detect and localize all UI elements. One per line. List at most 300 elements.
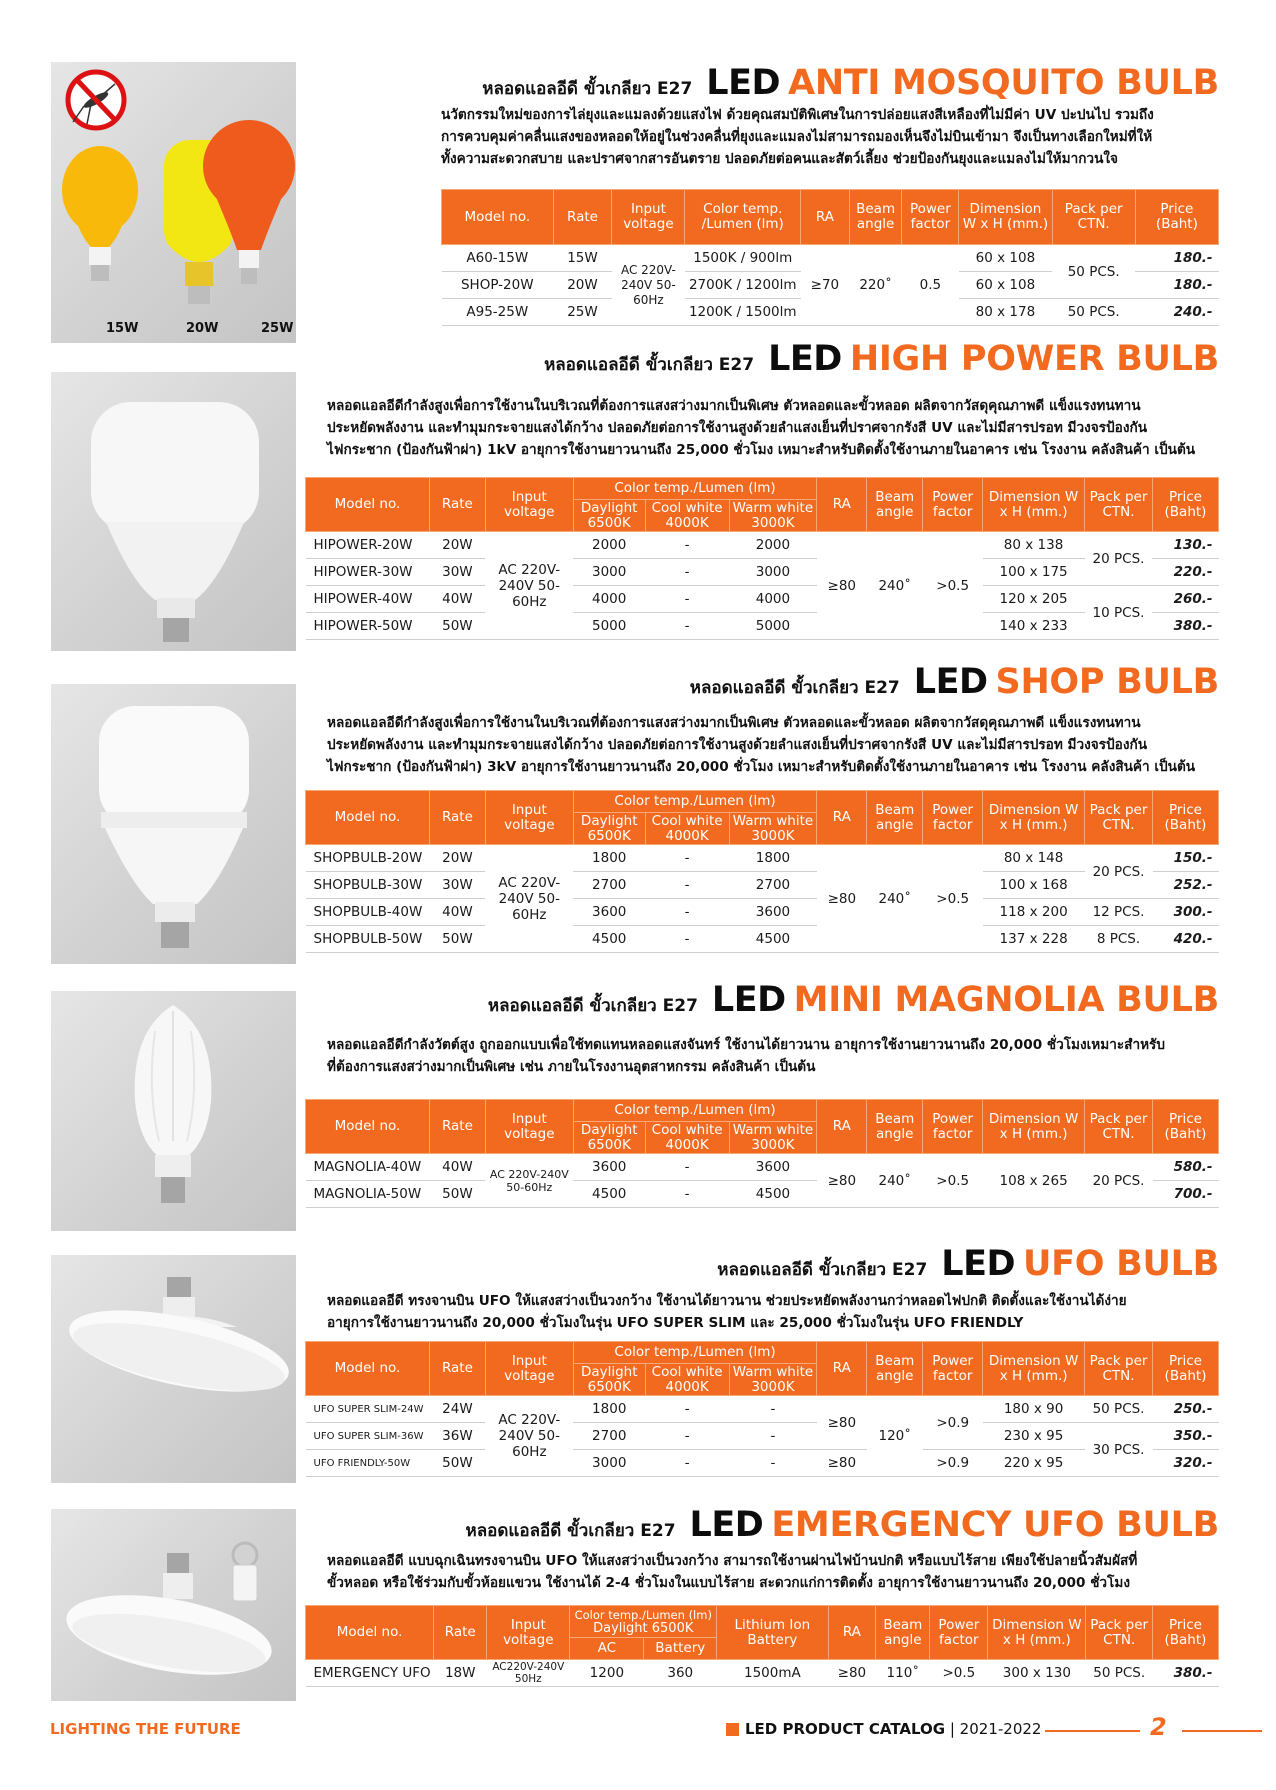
cell-cool: -: [645, 1396, 729, 1423]
cell-price: 130.-: [1152, 532, 1218, 559]
cell-daylight: 3600: [573, 1154, 645, 1181]
cell-rate: 25W: [553, 299, 612, 326]
header-ra: RA: [817, 478, 867, 532]
header-cool: Cool white 4000K: [645, 1122, 729, 1154]
title-led: LED: [706, 63, 781, 103]
cell-pack: 50 PCS.: [1086, 1660, 1152, 1687]
cell-model: MAGNOLIA-50W: [306, 1181, 430, 1208]
header-pf: Power factor: [923, 478, 983, 532]
title-product: ANTI MOSQUITO BULB: [788, 63, 1219, 103]
cell-ra: ≥80: [817, 532, 867, 640]
emergency-ufo-photo: [51, 1509, 296, 1701]
header-daylight: Daylight 6500K: [573, 500, 645, 532]
table-row: [306, 532, 1219, 559]
cell-warm: 4500: [729, 1181, 817, 1208]
cell-pack: 8 PCS.: [1085, 926, 1153, 953]
page-number: 2: [1150, 1713, 1167, 1741]
magnolia-title: [488, 980, 1219, 1020]
title-led: LED: [711, 980, 786, 1020]
cell-daylight: 2700: [573, 872, 645, 899]
header-price: Price (Baht): [1152, 1606, 1218, 1660]
cell-dim: 100 x 168: [983, 872, 1085, 899]
cell-dim: 220 x 95: [983, 1450, 1085, 1477]
desc-line: หลอดแอลอีดีกำลังวัตต์สูง ถูกออกแบบเพื่อใช้ทดแทนหลอดแสงจันทร์ ใช้งานได้ยาวนาน อายุการใช้งานยาวนานถึง 20,000 ชั่วโมงเหมาะสำหรับ: [327, 1037, 1165, 1053]
high-power-title: [544, 339, 1219, 379]
cell-model: HIPOWER-30W: [306, 559, 430, 586]
cell-beam: 120˚: [867, 1396, 923, 1477]
section-emergency-ufo: [0, 1495, 1276, 1705]
cell-cool: -: [645, 613, 729, 640]
table-row: [442, 245, 1219, 272]
header-pf: Power factor: [930, 1606, 988, 1660]
cell-price: 380.-: [1152, 1660, 1218, 1687]
shop-bulb-spec-table: [305, 790, 1219, 953]
desc-line: หลอดแอลอีดีกำลังสูงเพื่อการใช้งานในบริเวณที่ต้องการแสงสว่างมากเป็นพิเศษ ตัวหลอดและขั้วหลอด ผลิตจากวัสดุคุณภาพดี แข็งแรงทนทาน: [327, 715, 1141, 731]
cell-cool: -: [645, 899, 729, 926]
cell-dim: 80 x 178: [959, 299, 1052, 326]
cell-cool: -: [645, 532, 729, 559]
cell-color: 1500K / 900lm: [685, 245, 801, 272]
cell-rate: 50W: [429, 613, 485, 640]
cell-price: 320.-: [1153, 1450, 1219, 1477]
header-battery: Battery: [644, 1638, 717, 1660]
cell-dim: 60 x 108: [959, 245, 1052, 272]
title-product: HIGH POWER BULB: [849, 339, 1219, 379]
desc-line: ประหยัดพลังงาน และทำมุมกระจายแสงได้กว้าง ปลอดภัยต่อการใช้งานสูงด้วยลำแสงเย็นที่ปราศจากรังสี UV และไม่มีสารปรอท มีวงจรป้องกัน: [327, 420, 1147, 436]
cell-beam: 110˚: [876, 1660, 930, 1687]
cell-model: A60-15W: [442, 245, 554, 272]
emergency-ufo-title: [466, 1505, 1219, 1545]
desc-line: อายุการใช้งานยาวนานถึง 20,000 ชั่วโมงในรุ่น UFO SUPER SLIM และ 25,000 ชั่วโมงในรุ่น UFO FRIENDLY: [327, 1315, 1024, 1331]
cell-daylight: 4500: [573, 926, 645, 953]
cell-price: 252.-: [1153, 872, 1219, 899]
cell-warm: 3600: [729, 1154, 817, 1181]
high-power-photo: [51, 372, 296, 651]
header-dim: Dimension W x H (mm.): [988, 1606, 1086, 1660]
cell-pack: 20 PCS.: [1085, 845, 1153, 899]
emergency-ufo-spec-table: [305, 1605, 1219, 1687]
cell-pack: 10 PCS.: [1085, 586, 1153, 640]
header-pf: Power factor: [923, 791, 983, 845]
desc-line: หลอดแอลอีดี ทรงจานบิน UFO ให้แสงสว่างเป็นวงกว้าง ใช้งานได้ยาวนาน ช่วยประหยัดพลังงานกว่าหลอดไฟปกติ ติดตั้งและใช้งานได้ง่าย: [327, 1293, 1127, 1309]
cell-price: 420.-: [1153, 926, 1219, 953]
cell-model: UFO SUPER SLIM-36W: [306, 1423, 430, 1450]
cell-model: EMERGENCY UFO: [306, 1660, 434, 1687]
section-anti-mosquito: [0, 0, 1276, 345]
header-rate: Rate: [429, 1342, 485, 1396]
cell-rate: 40W: [429, 899, 485, 926]
title-thai: หลอดแอลอีดี ขั้วเกลียว E27: [482, 79, 693, 99]
header-color-group: Color temp./Lumen (lm): [573, 791, 817, 813]
cell-cool: -: [645, 845, 729, 872]
cell-model: UFO SUPER SLIM-24W: [306, 1396, 430, 1423]
title-led: LED: [941, 1244, 1016, 1284]
header-daylight: Daylight 6500K: [593, 1620, 694, 1636]
cell-pf: >0.5: [923, 845, 983, 953]
header-daylight: Daylight 6500K: [573, 1122, 645, 1154]
header-ac: AC: [570, 1638, 644, 1660]
cell-dim: 230 x 95: [983, 1423, 1085, 1450]
cell-rate: 50W: [429, 1181, 485, 1208]
cell-voltage: AC 220V-240V 50-60Hz: [485, 532, 573, 640]
cell-ra: ≥80: [817, 1450, 867, 1477]
header-dim: Dimension W x H (mm.): [983, 478, 1085, 532]
header-cool: Cool white 4000K: [645, 1364, 729, 1396]
header-lithium: Lithium Ion Battery: [717, 1606, 828, 1660]
header-ra: RA: [817, 791, 867, 845]
cell-ac: 1200: [570, 1660, 644, 1687]
ufo-photo: [51, 1255, 296, 1483]
cell-price: 240.-: [1135, 299, 1218, 326]
cell-model: SHOPBULB-40W: [306, 899, 430, 926]
cell-warm: 4000: [729, 586, 817, 613]
cell-ra: ≥80: [828, 1660, 876, 1687]
desc-line: ไฟกระชาก (ป้องกันฟ้าผ่า) 3kV อายุการใช้งานยาวนานถึง 20,000 ชั่วโมง เหมาะสำหรับติดตั้งใช้งานภายในอาคาร เช่น โรงงาน คลังสินค้า เป็นต้น: [327, 759, 1196, 775]
header-price: Price (Baht): [1153, 1342, 1219, 1396]
magnolia-spec-table: [305, 1099, 1219, 1208]
header-rate: Rate: [429, 1100, 485, 1154]
header-input: Input voltage: [485, 791, 573, 845]
cell-price: 250.-: [1153, 1396, 1219, 1423]
cell-warm: 2700: [729, 872, 817, 899]
cell-voltage: AC 220V-240V 50-60Hz: [485, 845, 573, 953]
footer-catalog: [745, 1720, 1041, 1738]
header-beam: Beam angle: [849, 190, 902, 245]
header-model: Model no.: [306, 791, 430, 845]
header-pack: Pack per CTN.: [1085, 478, 1153, 532]
cell-dim: 120 x 205: [983, 586, 1085, 613]
title-product: SHOP BULB: [995, 662, 1219, 702]
cell-price: 300.-: [1153, 899, 1219, 926]
shop-bulb-photo: [51, 684, 296, 964]
cell-cool: -: [645, 559, 729, 586]
cell-price: 700.-: [1153, 1181, 1219, 1208]
header-dim: Dimension W x H (mm.): [983, 1342, 1085, 1396]
cell-dim: 80 x 138: [983, 532, 1085, 559]
cell-price: 260.-: [1152, 586, 1218, 613]
header-rate: Rate: [429, 791, 485, 845]
header-rate: Rate: [553, 190, 612, 245]
bulb-label-25w: 25W: [261, 321, 294, 336]
cell-warm: -: [729, 1450, 817, 1477]
cell-daylight: 4000: [573, 586, 645, 613]
header-color-group: Color temp./Lumen (lm): [573, 1100, 817, 1122]
cell-rate: 50W: [429, 1450, 485, 1477]
anti-mosquito-spec-table: [441, 189, 1219, 326]
header-pack: Pack per CTN.: [1086, 1606, 1152, 1660]
desc-line: ประหยัดพลังงาน และทำมุมกระจายแสงได้กว้าง ปลอดภัยต่อการใช้งานสูงด้วยลำแสงเย็นที่ปราศจากรังสี UV และไม่มีสารปรอท มีวงจรป้องกัน: [327, 737, 1147, 753]
header-dim: Dimension W x H (mm.): [959, 190, 1052, 245]
footer-square-icon: [726, 1723, 739, 1736]
cell-model: HIPOWER-50W: [306, 613, 430, 640]
header-dim: Dimension W x H (mm.): [983, 1100, 1085, 1154]
cell-rate: 20W: [553, 272, 612, 299]
cell-voltage: AC 220V-240V 50-60Hz: [485, 1396, 573, 1477]
table-row: [306, 586, 1219, 613]
high-power-bulb-image: [51, 372, 296, 651]
cell-daylight: 3600: [573, 899, 645, 926]
header-warm: Warm white 3000K: [729, 500, 817, 532]
desc-line: การควบคุมค่าคลื่นแสงของหลอดให้อยู่ในช่วงคลื่นที่ยุงและแมลงไม่สามารถมองเห็นจึงไม่บินเข้ามา จึงเป็นทางเลือกใหม่ที่ให้: [441, 129, 1153, 145]
table-row: [306, 559, 1219, 586]
cell-daylight: 2700: [573, 1423, 645, 1450]
header-warm: Warm white 3000K: [729, 1122, 817, 1154]
cell-color: 1200K / 1500lm: [685, 299, 801, 326]
cell-pf: >0.5: [923, 532, 983, 640]
ufo-bulb-image: [51, 1255, 296, 1483]
cell-dim: 137 x 228: [983, 926, 1085, 953]
cell-pack: 50 PCS.: [1052, 245, 1135, 299]
header-pf: Power factor: [923, 1342, 983, 1396]
cell-rate: 40W: [429, 586, 485, 613]
cell-dim: 300 x 130: [988, 1660, 1086, 1687]
cell-daylight: 1800: [573, 845, 645, 872]
header-color-group: [570, 1606, 717, 1638]
cell-rate: 50W: [429, 926, 485, 953]
table-row: [306, 1154, 1219, 1181]
cell-dim: 180 x 90: [983, 1396, 1085, 1423]
cell-warm: 1800: [729, 845, 817, 872]
cell-rate: 36W: [429, 1423, 485, 1450]
header-price: Price (Baht): [1153, 1100, 1219, 1154]
cell-model: HIPOWER-20W: [306, 532, 430, 559]
title-product: UFO BULB: [1023, 1244, 1219, 1284]
ufo-title: [717, 1244, 1219, 1284]
bulb-label-20w: 20W: [186, 321, 219, 336]
cell-pack: 30 PCS.: [1085, 1423, 1153, 1477]
table-row: [306, 613, 1219, 640]
cell-price: 580.-: [1153, 1154, 1219, 1181]
cell-cool: -: [645, 872, 729, 899]
desc-line: ทั้งความสะดวกสบาย และปราศจากสารอันตราย ปลอดภัยต่อคนและสัตว์เลี้ยง ช่วยป้องกันยุงและแมลงไม่ให้มากวนใจ: [441, 151, 1118, 167]
cell-model: SHOPBULB-50W: [306, 926, 430, 953]
magnolia-description: [327, 1034, 1165, 1078]
cell-daylight: 5000: [573, 613, 645, 640]
cell-pf: 0.5: [902, 245, 959, 326]
desc-line: นวัตกรรมใหม่ของการไล่ยุงและแมลงด้วยแสงไฟ ด้วยคุณสมบัติพิเศษในการปล่อยแสงสีเหลืองที่ไม่มีค่า UV ปะปนไป รวมถึง: [441, 107, 1154, 123]
header-model: Model no.: [306, 478, 430, 532]
header-beam: Beam angle: [867, 791, 923, 845]
title-thai: หลอดแอลอีดี ขั้วเกลียว E27: [689, 678, 900, 698]
table-row: [306, 872, 1219, 899]
cell-dim: 108 x 265: [983, 1154, 1085, 1208]
cell-model: SHOP-20W: [442, 272, 554, 299]
cell-cool: -: [645, 586, 729, 613]
desc-line: ไฟกระชาก (ป้องกันฟ้าผ่า) 1kV อายุการใช้งานยาวนานถึง 25,000 ชั่วโมง เหมาะสำหรับติดตั้งใช้งานภายในอาคาร เช่น โรงงาน คลังสินค้า เป็นต้น: [327, 442, 1196, 458]
cell-voltage: AC 220V-240V 50-60Hz: [612, 245, 685, 326]
table-row: [306, 1423, 1219, 1450]
cell-warm: -: [729, 1423, 817, 1450]
cell-model: HIPOWER-40W: [306, 586, 430, 613]
cell-pack: 20 PCS.: [1085, 1154, 1153, 1208]
header-price: Price (Baht): [1153, 791, 1219, 845]
cell-cool: -: [645, 1154, 729, 1181]
desc-line: ขั้วหลอด หรือใช้ร่วมกับขั้วห้อยแขวน ใช้งานได้ 2-4 ชั่วโมงในแบบไร้สาย สะดวกแก่การติดตั้ง อายุการใช้งานยาวนานถึง 20,000 ชั่วโมง: [327, 1575, 1130, 1591]
header-warm: Warm white 3000K: [729, 1364, 817, 1396]
cell-price: 350.-: [1153, 1423, 1219, 1450]
header-dim: Dimension W x H (mm.): [983, 791, 1085, 845]
header-daylight: Daylight 6500K: [573, 1364, 645, 1396]
cell-model: SHOPBULB-20W: [306, 845, 430, 872]
cell-rate: 20W: [429, 532, 485, 559]
cell-lithium: 1500mA: [717, 1660, 828, 1687]
high-power-spec-table: [305, 477, 1219, 640]
header-pf: Power factor: [902, 190, 959, 245]
desc-line: ที่ต้องการแสงสว่างมากเป็นพิเศษ เช่น ภายในโรงงานอุตสาหกรรม คลังสินค้า เป็นต้น: [327, 1059, 816, 1075]
cell-ra: ≥70: [801, 245, 850, 326]
header-color: Color temp. /Lumen (lm): [685, 190, 801, 245]
table-row: [306, 1396, 1219, 1423]
cell-price: 180.-: [1135, 245, 1218, 272]
no-mosquito-icon: [68, 72, 124, 128]
header-model: Model no.: [306, 1606, 434, 1660]
cell-dim: 60 x 108: [959, 272, 1052, 299]
header-ra: RA: [801, 190, 850, 245]
cell-cool: -: [645, 1450, 729, 1477]
cell-ra: ≥80: [817, 1396, 867, 1450]
header-input: Input voltage: [485, 1342, 573, 1396]
section-shop-bulb: [0, 660, 1276, 965]
cell-cool: -: [645, 1423, 729, 1450]
table-row: [306, 1660, 1219, 1687]
header-daylight: Daylight 6500K: [573, 813, 645, 845]
footer-rule-right: [1182, 1730, 1262, 1732]
header-pack: Pack per CTN.: [1085, 791, 1153, 845]
cell-dim: 118 x 200: [983, 899, 1085, 926]
cell-pf: >0.9: [923, 1396, 983, 1450]
title-product: EMERGENCY UFO BULB: [771, 1505, 1219, 1545]
anti-mosquito-bulbs-image: [51, 62, 296, 343]
anti-mosquito-photo: [51, 62, 296, 343]
cell-pack: 20 PCS.: [1085, 532, 1153, 586]
cell-model: UFO FRIENDLY-50W: [306, 1450, 430, 1477]
cell-price: 180.-: [1135, 272, 1218, 299]
cell-daylight: 1800: [573, 1396, 645, 1423]
cell-beam: 240˚: [867, 845, 923, 953]
cell-pf: >0.5: [923, 1154, 983, 1208]
magnolia-bulb-image: [51, 991, 296, 1231]
cell-daylight: 3000: [573, 559, 645, 586]
header-price: Price (Baht): [1152, 478, 1218, 532]
cell-pf: >0.9: [923, 1450, 983, 1477]
ufo-description: [327, 1290, 1127, 1334]
table-row: [306, 926, 1219, 953]
cell-dim: 80 x 148: [983, 845, 1085, 872]
cell-price: 380.-: [1152, 613, 1218, 640]
magnolia-photo: [51, 991, 296, 1231]
header-rate: Rate: [429, 478, 485, 532]
desc-line: หลอดแอลอีดี แบบฉุกเฉินทรงจานบิน UFO ให้แสงสว่างเป็นวงกว้าง สามารถใช้งานผ่านไฟบ้านปกติ หรือแบบไร้สาย เพียงใช้ปลายนิ้วสัมผัสที่: [327, 1553, 1138, 1569]
header-price: Price (Baht): [1135, 190, 1218, 245]
cell-pack: 50 PCS.: [1052, 299, 1135, 326]
desc-line: หลอดแอลอีดีกำลังสูงเพื่อการใช้งานในบริเวณที่ต้องการแสงสว่างมากเป็นพิเศษ ตัวหลอดและขั้วหลอด ผลิตจากวัสดุคุณภาพดี แข็งแรงทนทาน: [327, 398, 1141, 414]
cell-pf: >0.5: [930, 1660, 988, 1687]
table-row: [306, 899, 1219, 926]
header-ra: RA: [817, 1100, 867, 1154]
cell-warm: -: [729, 1396, 817, 1423]
title-thai: หลอดแอลอีดี ขั้วเกลียว E27: [465, 1521, 676, 1541]
header-pack: Pack per CTN.: [1085, 1342, 1153, 1396]
cell-pack: 12 PCS.: [1085, 899, 1153, 926]
header-rate: Rate: [434, 1606, 487, 1660]
section-ufo-bulb: [0, 1235, 1276, 1485]
header-beam: Beam angle: [867, 478, 923, 532]
cell-price: 220.-: [1152, 559, 1218, 586]
header-ra: RA: [817, 1342, 867, 1396]
cell-rate: 18W: [434, 1660, 487, 1687]
table-row: [306, 1450, 1219, 1477]
cell-model: A95-25W: [442, 299, 554, 326]
cell-model: SHOPBULB-30W: [306, 872, 430, 899]
cell-warm: 2000: [729, 532, 817, 559]
cell-daylight: 3000: [573, 1450, 645, 1477]
cell-beam: 240˚: [867, 532, 923, 640]
cell-color: 2700K / 1200lm: [685, 272, 801, 299]
footer-catalog-year: | 2021-2022: [945, 1720, 1042, 1738]
table-row: [306, 845, 1219, 872]
cell-rate: 15W: [553, 245, 612, 272]
header-color-group: Color temp./Lumen (lm): [573, 478, 817, 500]
header-ra: RA: [828, 1606, 876, 1660]
cell-pack: 50 PCS.: [1085, 1396, 1153, 1423]
emergency-ufo-image: [51, 1509, 296, 1701]
title-led: LED: [689, 1505, 764, 1545]
header-pf: Power factor: [923, 1100, 983, 1154]
title-product: MINI MAGNOLIA BULB: [793, 980, 1219, 1020]
section-mini-magnolia: [0, 975, 1276, 1230]
header-beam: Beam angle: [867, 1100, 923, 1154]
header-warm: Warm white 3000K: [729, 813, 817, 845]
cell-warm: 5000: [729, 613, 817, 640]
header-cool: Cool white 4000K: [645, 500, 729, 532]
cell-daylight: 4500: [573, 1181, 645, 1208]
footer-catalog-title: LED PRODUCT CATALOG: [745, 1720, 946, 1738]
title-thai: หลอดแอลอีดี ขั้วเกลียว E27: [544, 355, 755, 375]
title-led: LED: [768, 339, 842, 379]
header-beam: Beam angle: [867, 1342, 923, 1396]
cell-beam: 240˚: [867, 1154, 923, 1208]
cell-battery: 360: [644, 1660, 717, 1687]
cell-ra: ≥80: [817, 845, 867, 953]
ufo-spec-table: [305, 1341, 1219, 1477]
emergency-ufo-description: [327, 1550, 1137, 1594]
header-cool: Cool white 4000K: [645, 813, 729, 845]
anti-mosquito-description: [441, 104, 1154, 170]
cell-rate: 20W: [429, 845, 485, 872]
cell-warm: 4500: [729, 926, 817, 953]
header-input: Input voltage: [485, 478, 573, 532]
bulb-label-15w: 15W: [106, 321, 139, 336]
cell-rate: 40W: [429, 1154, 485, 1181]
header-model: Model no.: [442, 190, 554, 245]
cell-rate: 30W: [429, 559, 485, 586]
header-color-group: Color temp./Lumen (lm): [573, 1342, 817, 1364]
cell-beam: 220˚: [849, 245, 902, 326]
title-led: LED: [913, 662, 988, 702]
cell-cool: -: [645, 926, 729, 953]
header-beam: Beam angle: [876, 1606, 930, 1660]
anti-mosquito-title: [482, 63, 1219, 103]
title-thai: หลอดแอลอีดี ขั้วเกลียว E27: [717, 1260, 928, 1280]
cell-model: MAGNOLIA-40W: [306, 1154, 430, 1181]
header-color-label: Color temp./Lumen (lm): [574, 1607, 712, 1622]
title-thai: หลอดแอลอีดี ขั้วเกลียว E27: [487, 996, 698, 1016]
cell-rate: 30W: [429, 872, 485, 899]
cell-daylight: 2000: [573, 532, 645, 559]
section-high-power: [0, 339, 1276, 655]
header-input: Input voltage: [612, 190, 685, 245]
cell-dim: 100 x 175: [983, 559, 1085, 586]
